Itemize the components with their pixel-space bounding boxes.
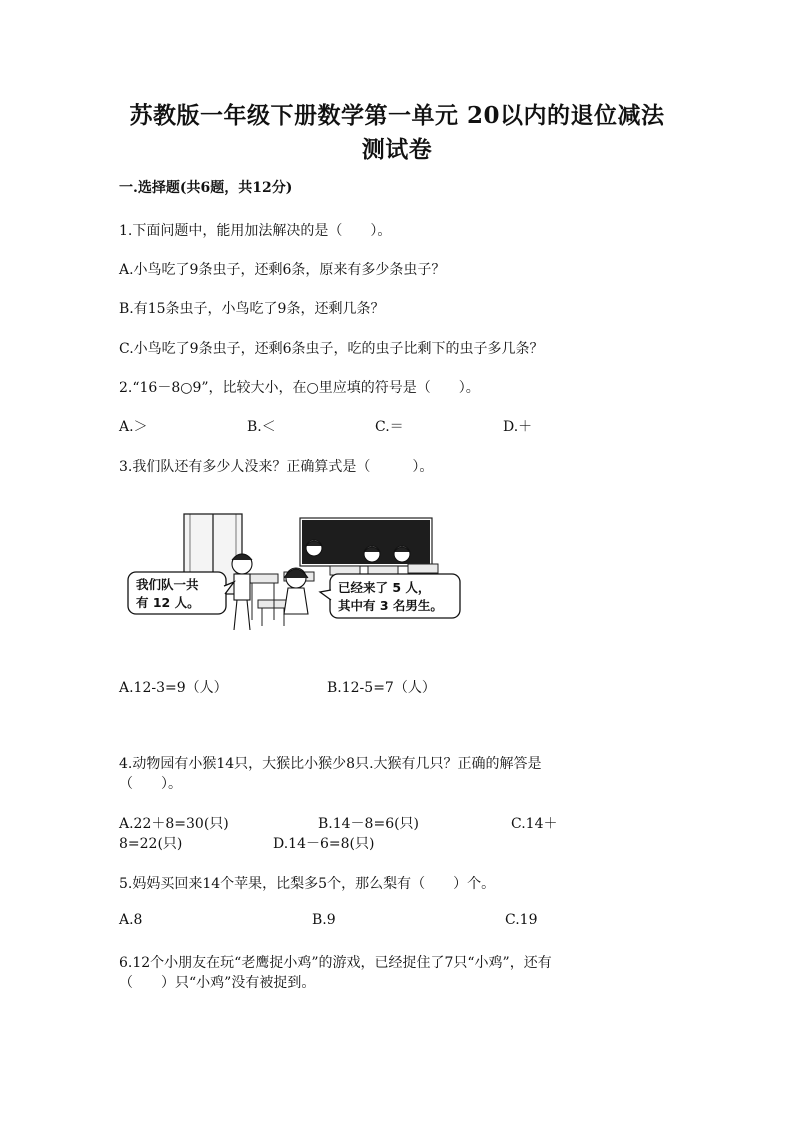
question-6-stem-line1: 6.12个小朋友在玩“老鹰捉小鸡”的游戏，已经捉住了7只“小鸡”，还有 (119, 955, 552, 971)
question-3-stem: 3.我们队还有多少人没来？正确算式是（ ）。 (119, 459, 434, 475)
question-3-option-b: B.12-5=7（人） (327, 680, 436, 696)
speech-bubble-left (128, 572, 234, 614)
question-1-option-a: A.小鸟吃了9条虫子，还剩6条，原来有多少条虫子？ (119, 262, 446, 278)
question-5-stem: 5.妈妈买回来14个苹果，比梨多5个，那么梨有（ ）个。 (119, 876, 496, 892)
question-1-stem: 1.下面问题中，能用加法解决的是（ ）。 (119, 223, 392, 239)
question-4-option-a: A.22＋8=30(只) (119, 816, 229, 832)
question-4-option-c-start: C.14＋ (511, 816, 558, 832)
question-1-option-c: C.小鸟吃了9条虫子，还剩6条虫子，吃的虫子比剩下的虫子多几条？ (119, 341, 544, 357)
classroom-illustration (124, 508, 464, 636)
bubble-left-line2: 有 12 人。 (136, 595, 200, 610)
question-2-option-c: C.＝ (375, 419, 404, 435)
question-4-stem-line1: 4.动物园有小猴14只，大猴比小猴少8只.大猴有几只？正确的解答是 (119, 756, 542, 772)
bubble-right-line1: 已经来了 5 人， (338, 580, 431, 595)
speech-bubble-right (320, 574, 460, 618)
question-4-option-c-end: 8=22(只) (119, 836, 183, 852)
question-1-option-b: B.有15条虫子，小鸟吃了9条，还剩几条？ (119, 301, 385, 317)
question-5-option-a: A.8 (119, 912, 143, 928)
question-2-option-d: D.＋ (503, 419, 533, 435)
question-5-option-b: B.9 (312, 912, 336, 928)
question-6-stem-line2: （ ）只“小鸡”没有被捉到。 (119, 975, 316, 991)
question-2-stem: 2.“16－8○9”，比较大小，在○里应填的符号是（ ）。 (119, 380, 480, 396)
question-3-option-a: A.12-3=9（人） (119, 680, 228, 696)
bubble-right-line2: 其中有 3 名男生。 (338, 598, 443, 613)
page-title-line2: 测试卷 (361, 136, 433, 163)
question-4-stem-line2: （ ）。 (119, 776, 182, 792)
section-heading: 一.选择题(共6题，共12分) (119, 180, 293, 196)
question-2-option-a: A.＞ (119, 419, 148, 435)
page-title: 苏教版一年级下册数学第一单元 20以内的退位减法 (129, 102, 665, 129)
bubble-left-line1: 我们队一共 (136, 577, 199, 592)
question-4-option-d: D.14－6=8(只) (273, 836, 375, 852)
question-2-option-b: B.＜ (247, 419, 276, 435)
question-4-option-b: B.14－8=6(只) (318, 816, 420, 832)
question-5-option-c: C.19 (505, 912, 538, 928)
